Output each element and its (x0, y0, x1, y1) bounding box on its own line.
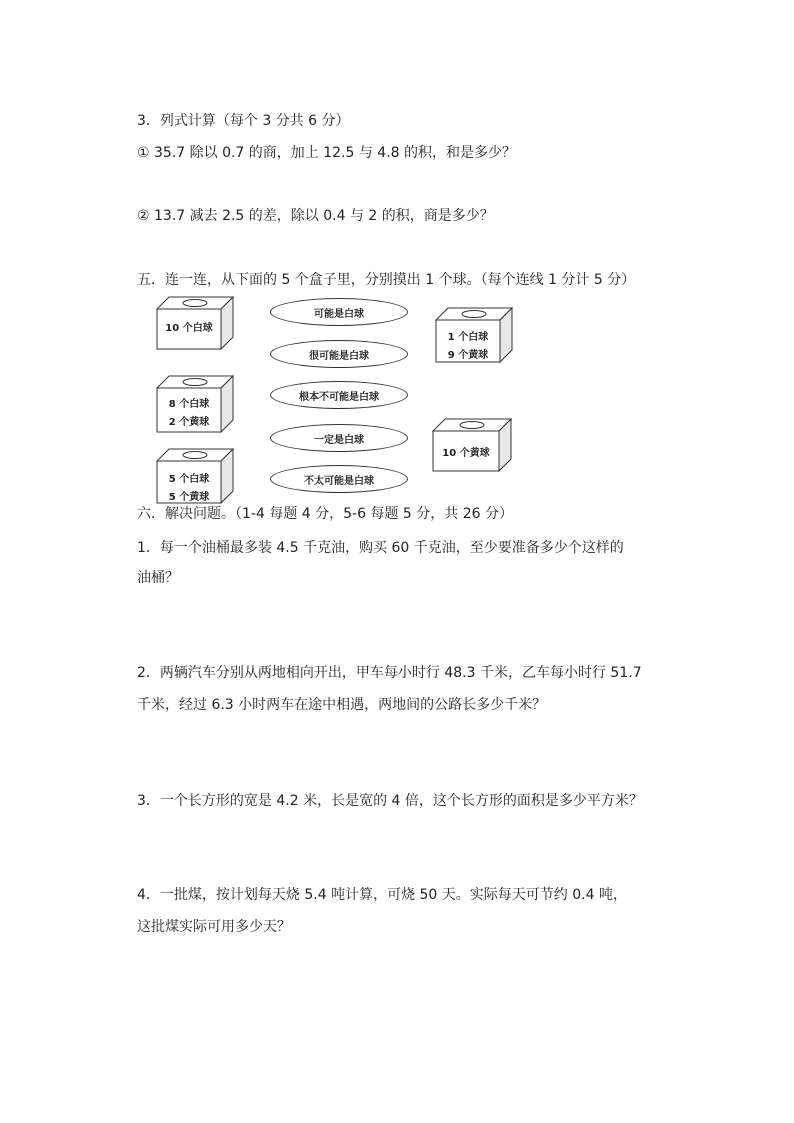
option-ellipse-5: 不太可能是白球 (270, 465, 408, 493)
option-ellipse-4: 一定是白球 (270, 424, 408, 452)
section5-title: 五．连一连，从下面的 5 个盒子里，分别摸出 1 个球。（每个连线 1 分计 5 分） (137, 272, 636, 288)
problem-1-line-2: 油桶？ (137, 570, 179, 586)
box-3 (155, 447, 235, 505)
problem-3-line-1: 3．一个长方形的宽是 4.2 米，长是宽的 4 倍，这个长方形的面积是多少平方米？ (137, 793, 643, 809)
option-ellipse-3: 根本不可能是白球 (270, 381, 408, 409)
section3-title: 3．列式计算（每个 3 分共 6 分） (137, 113, 350, 129)
problem-4-line-1: 4．一批煤，按计划每天烧 5.4 吨计算，可烧 50 天。实际每天可节约 0.4 吨， (137, 887, 627, 903)
box-4 (434, 306, 514, 364)
section6-title: 六．解决问题。（1-4 每题 4 分，5-6 每题 5 分，共 26 分） (137, 506, 513, 522)
box-4-label-1: 1 个白球 (447, 332, 489, 343)
box-1-label-1: 10 个白球 (165, 323, 213, 334)
box-2 (155, 374, 235, 434)
problem-4-line-2: 这批煤实际可用多少天？ (137, 919, 291, 935)
box-5-label-1: 10 个黄球 (442, 448, 490, 459)
box-3-label-1: 5 个白球 (168, 474, 210, 485)
option-ellipse-1: 可能是白球 (270, 298, 408, 326)
question-3-1: ① 35.7 除以 0.7 的商，加上 12.5 与 4.8 的积，和是多少？ (137, 145, 517, 161)
box-3-label-2: 5 个黄球 (168, 492, 210, 503)
box-4-label-2: 9 个黄球 (447, 350, 489, 361)
box-2-label-2: 2 个黄球 (168, 417, 210, 428)
problem-2-line-1: 2．两辆汽车分别从两地相向开出，甲车每小时行 48.3 千米，乙车每小时行 51.7 (137, 665, 642, 681)
box-5 (431, 417, 513, 473)
problem-2-line-2: 千米，经过 6.3 小时两车在途中相遇，两地间的公路长多少千米？ (137, 697, 547, 713)
box-1 (155, 295, 235, 351)
problem-1-line-1: 1．每一个油桶最多装 4.5 千克油，购买 60 千克油，至少要准备多少个这样的 (137, 540, 624, 556)
option-ellipse-2: 很可能是白球 (270, 340, 408, 368)
box-2-label-1: 8 个白球 (168, 399, 210, 410)
question-3-2: ② 13.7 减去 2.5 的差，除以 0.4 与 2 的积，商是多少？ (137, 208, 494, 224)
